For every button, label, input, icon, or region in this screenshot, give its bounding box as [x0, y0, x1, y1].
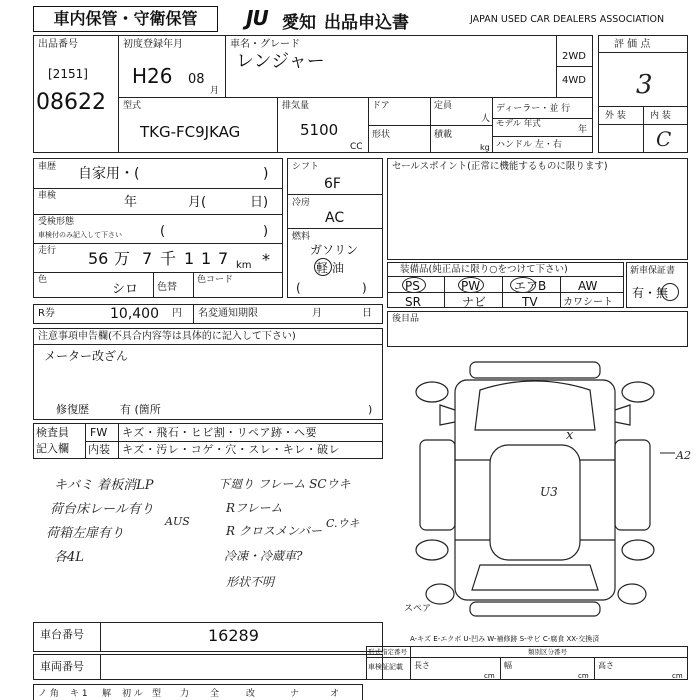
score-label: 評 価 点	[614, 39, 651, 50]
bottom-item-10: オ	[330, 689, 340, 699]
capacity-label: 定員	[434, 101, 453, 111]
inspection-year: 年	[124, 195, 138, 210]
mileage-unit: km	[236, 260, 252, 271]
form-title: 出品申込書	[324, 13, 409, 33]
category-label: 類別区分番号	[528, 648, 567, 656]
repair-value: 有 (箇所	[120, 403, 161, 416]
deadline-label: 名変通知期限	[198, 308, 258, 319]
plate-label: 車両番号	[40, 660, 84, 673]
spare-label: スペア	[404, 604, 432, 614]
damage-mark-u3: U3	[540, 485, 558, 499]
rear-box	[387, 311, 688, 347]
mileage-sen-number: 7	[142, 249, 153, 268]
warranty-label: 新車保証書	[630, 266, 676, 276]
damage-legend: A-キズ E-エクボ U-凹み W-補修跡 S-サビ C-腐食 XX-交換済	[410, 635, 600, 643]
dealer-label: ディーラー・並 行	[496, 104, 571, 114]
drive-4wd: 4WD	[562, 75, 586, 86]
inspection-form-paren-open: (	[160, 224, 166, 239]
handwritten-left-1: キバミ 着板消LP	[54, 478, 154, 493]
sales-point-box	[387, 158, 688, 260]
mileage-label: 走行	[38, 246, 57, 256]
handwritten-right-5: 形状不明	[226, 575, 275, 589]
handwritten-left-3: 荷箱左扉有り	[46, 526, 125, 541]
inspector-interior-items: キズ・汚レ・コゲ・穴・スレ・キレ・破レ	[122, 443, 341, 456]
inspector-label-1: 検査員	[36, 426, 69, 439]
fuel-paren-open: (	[296, 281, 301, 295]
interior-score: C	[656, 127, 672, 151]
bottom-item-4: 初 ル	[122, 689, 143, 699]
height-label: 高さ	[598, 661, 614, 670]
mileage-digit-1: 1	[184, 249, 195, 268]
model-year-unit: 年	[578, 125, 588, 135]
reg-number-label: 形式指定番号	[368, 648, 407, 656]
handwritten-mid-mark: AUS	[165, 515, 190, 528]
repair-label: 修復歴	[56, 403, 89, 416]
sales-point-label: セールスポイント(正常に機能するものに限ります)	[392, 161, 608, 172]
registration-month: 08	[188, 72, 205, 87]
mileage-digit-3: 7	[218, 249, 229, 268]
inspector-label-2: 記入欄	[36, 442, 69, 455]
plate-box	[33, 654, 383, 680]
aircon-label: 冷房	[292, 198, 311, 208]
length-unit: cm	[484, 672, 495, 680]
damage-mark-x: x	[566, 428, 574, 443]
bottom-item-7: 全	[210, 689, 220, 699]
equipment-aw: AW	[578, 279, 598, 293]
width-unit: cm	[578, 672, 589, 680]
equipment-tv: TV	[522, 295, 538, 309]
equipment-ps: PS	[405, 279, 420, 293]
color-change-label: 色替	[157, 282, 177, 293]
aircon-value: AC	[325, 210, 345, 226]
model-year-label: モデル 年式	[496, 119, 541, 129]
association-name: 愛知	[282, 13, 316, 33]
recycle-label: R券	[38, 308, 55, 319]
bottom-item-2: キ 1	[70, 689, 88, 699]
load-label: 積載	[434, 130, 453, 140]
history-value: 自家用・(	[78, 166, 140, 182]
width-label: 幅	[504, 661, 512, 670]
height-unit: cm	[672, 672, 683, 680]
inspection-form-paren-close: )	[263, 224, 269, 239]
mileage-man-number: 56	[88, 249, 109, 268]
inspector-interior: 内装	[88, 443, 110, 456]
load-unit: kg	[480, 143, 490, 152]
capacity-unit: 人	[481, 114, 491, 124]
equipment-pw: PW	[461, 279, 481, 293]
chassis-label: 車台番号	[40, 628, 84, 641]
handwritten-right-3: R クロスメンバー	[226, 524, 323, 538]
inspection-label: 車検	[38, 191, 57, 201]
registration-month-unit: 月	[210, 86, 220, 96]
fuel-alt: 軽 油	[316, 261, 344, 275]
recycle-unit: 円	[172, 308, 182, 319]
association-logo: JU	[246, 6, 268, 30]
color-value: シロ	[112, 282, 139, 297]
handwritten-right-1: 下廻り フレーム SCウキ	[218, 477, 351, 491]
registration-year: H26	[132, 64, 173, 88]
car-name-label: 車名・グレード	[230, 39, 300, 50]
inspector-fw: FW	[90, 426, 108, 439]
handwritten-right-mark: C.ウキ	[326, 517, 360, 530]
deadline-month: 月	[312, 308, 322, 319]
shift-label: シフト	[292, 162, 320, 172]
fuel-paren-close: )	[362, 281, 367, 295]
inspector-fw-items: キズ・飛石・ヒビ割・リペア跡・ヘ要	[122, 426, 318, 439]
handwritten-right-4: 冷凍・冷蔵車?	[224, 549, 303, 563]
displacement-unit: CC	[350, 142, 363, 152]
equipment-sr: SR	[405, 295, 421, 309]
shift-value: 6F	[324, 176, 341, 192]
bottom-item-3: 解	[102, 689, 112, 699]
bottom-item-1: ノ 角	[38, 689, 59, 699]
warranty-value: 有・無	[632, 286, 669, 300]
mileage-mark: *	[262, 250, 270, 269]
interior-label: 内 装	[650, 111, 671, 121]
fuel-value: ガソリン	[310, 243, 359, 257]
association-english: JAPAN USED CAR DEALERS ASSOCIATION	[470, 14, 665, 25]
inspection-form-label: 受検形態	[38, 217, 75, 227]
exterior-label: 外 装	[605, 111, 626, 121]
handwritten-left-2: 荷台床レール有り	[50, 502, 154, 517]
lot-number: 08622	[36, 90, 106, 115]
mileage-man-unit: 万	[114, 249, 131, 268]
mileage-sen-unit: 千	[160, 249, 177, 268]
inspection-day: 日)	[250, 195, 269, 210]
history-paren: )	[263, 166, 269, 182]
length-label: 長さ	[414, 661, 430, 670]
drive-2wd: 2WD	[562, 51, 586, 62]
equipment-airbag: エアB	[514, 279, 547, 293]
handwritten-left-4: 各4L	[54, 550, 84, 565]
equipment-navi: ナビ	[462, 295, 487, 309]
storage-title: 車内保管・守衛保管	[33, 6, 218, 32]
shape-label: 形状	[372, 130, 391, 140]
color-code-label: 色コード	[197, 275, 234, 285]
car-name: レンジャー	[236, 51, 325, 72]
inspection-month: 月(	[188, 195, 207, 210]
cert-row-label: 車検証記載	[368, 663, 403, 671]
bottom-item-8: 改	[246, 689, 256, 699]
equipment-label: 装備品(純正品に限り○をつけて下さい)	[400, 264, 568, 275]
score-value: 3	[636, 70, 653, 100]
door-label: ドア	[372, 101, 390, 111]
bottom-item-9: ナ	[290, 689, 300, 699]
history-box	[33, 158, 283, 298]
inspection-form-note: 車検付のみ記入して下さい	[38, 231, 122, 239]
damage-mark-a2: A2	[676, 449, 691, 462]
color-label: 色	[38, 275, 48, 285]
history-label: 車歴	[38, 162, 57, 172]
chassis-number: 16289	[208, 626, 259, 645]
lot-sub-number: [2151]	[48, 67, 88, 81]
notes-content: メーター改ざん	[44, 349, 129, 363]
recycle-value: 10,400	[110, 306, 159, 322]
repair-paren: )	[368, 403, 373, 416]
model-code: TKG-FC9JKAG	[140, 123, 241, 141]
registration-label: 初度登録年月	[123, 39, 183, 50]
bottom-item-6: 力	[180, 689, 190, 699]
fuel-label: 燃料	[292, 232, 311, 242]
equipment-seat: カワシート	[563, 297, 613, 308]
handle-label: ハンドル 左・右	[496, 140, 562, 150]
displacement-label: 排気量	[282, 101, 310, 111]
model-label: 型式	[123, 101, 142, 111]
mileage-digit-2: 1	[201, 249, 212, 268]
rear-label: 後目品	[392, 314, 420, 324]
bottom-item-5: 型	[152, 689, 162, 699]
deadline-day: 日	[362, 308, 372, 319]
notes-label: 注意事項申告欄(不具合内容等は具体的に記入して下さい)	[38, 331, 296, 342]
displacement-value: 5100	[300, 121, 339, 139]
handwritten-right-2: Rフレーム	[226, 501, 283, 515]
lot-label: 出品番号	[38, 39, 78, 50]
